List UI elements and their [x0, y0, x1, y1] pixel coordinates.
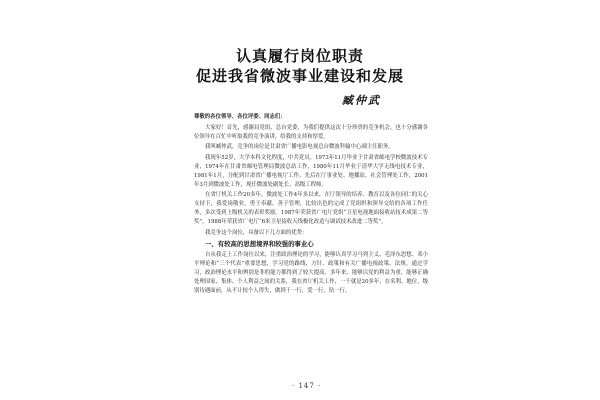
paragraph: 在省厅机关工作20多年，微波处工作4年多以来，在厅领导的培养、教育以及各位同仁的关心支持下，我爱岗敬业，勇于奉献，善于管理，比较出色的完成了党组织和领导交给的各项工作任务，多次受到上级机关的表彰奖励。1987年荣获省广电厅党组“卫星电视地面接收站技术成果二等奖”，1988年荣获省广电厅“6米卫星接收天线极化改造与调试技术改进二等奖”。	[194, 192, 428, 225]
body-text	[194, 113, 428, 298]
paragraph: 我现年52岁，大学本科文化程度，中共党员。1973年11月毕业于甘肃省邮电学校微波技术专业，1974年在甘肃省邮电管理局微波总站工作，1980年11月毕业于清华大学无线电技术专业，1981年1月，分配到甘肃省广播电视厅工作，先后在厅事业处、地播站、社会管理处工作，2001年3月到微波处工作，现任微波处副处长、高级工程师。	[194, 154, 428, 188]
page-number: · 147 ·	[292, 382, 322, 390]
greeting: 尊敬的各位领导、各位评委、同志们：	[194, 114, 286, 120]
title-line-2: 促进我省微波事业建设和发展	[195, 67, 404, 85]
author-name: 臧仲武	[342, 94, 381, 107]
paragraph: 我竞争这个岗位，具备以下几方面的优势：	[205, 229, 308, 236]
section-heading: 一、有较高的思想境界和较强的事业心	[205, 240, 314, 248]
paragraph: 我叫臧仲武，竞争的岗位是甘肃省广播电影电视总台微波科输中心副主任职务。	[205, 144, 394, 150]
paragraph: 大家好！首先，感谢局党组、总台党委，为我们提供这次十分珍贵的竞争机会，也十分感谢各位领导在百忙中听取我的竞争演讲，给我的支持和厚爱。	[194, 124, 428, 140]
page-title	[0, 46, 600, 86]
title-line-1: 认真履行岗位职责	[235, 47, 364, 65]
paragraph: 自从我走上工作岗位以来，注重政治理论的学习，能够认真学习马列主义、毛泽东思想、邓小平理论和“三个代表”重要思想，学习党的路线、方针、政策和有关广播电视政策、法规。通过学习，政治理论水平和辨别是非的能力都得到了较大提高，多年来，能够以党的利益为重，能够正确处理国家、集体、个人利益之间的关系，我在省厅机关工作，一干就是20多年，在名利、地位、级别待遇面前，从不计较个人得失，做到干一行，爱一行，钻一行。	[194, 252, 428, 294]
